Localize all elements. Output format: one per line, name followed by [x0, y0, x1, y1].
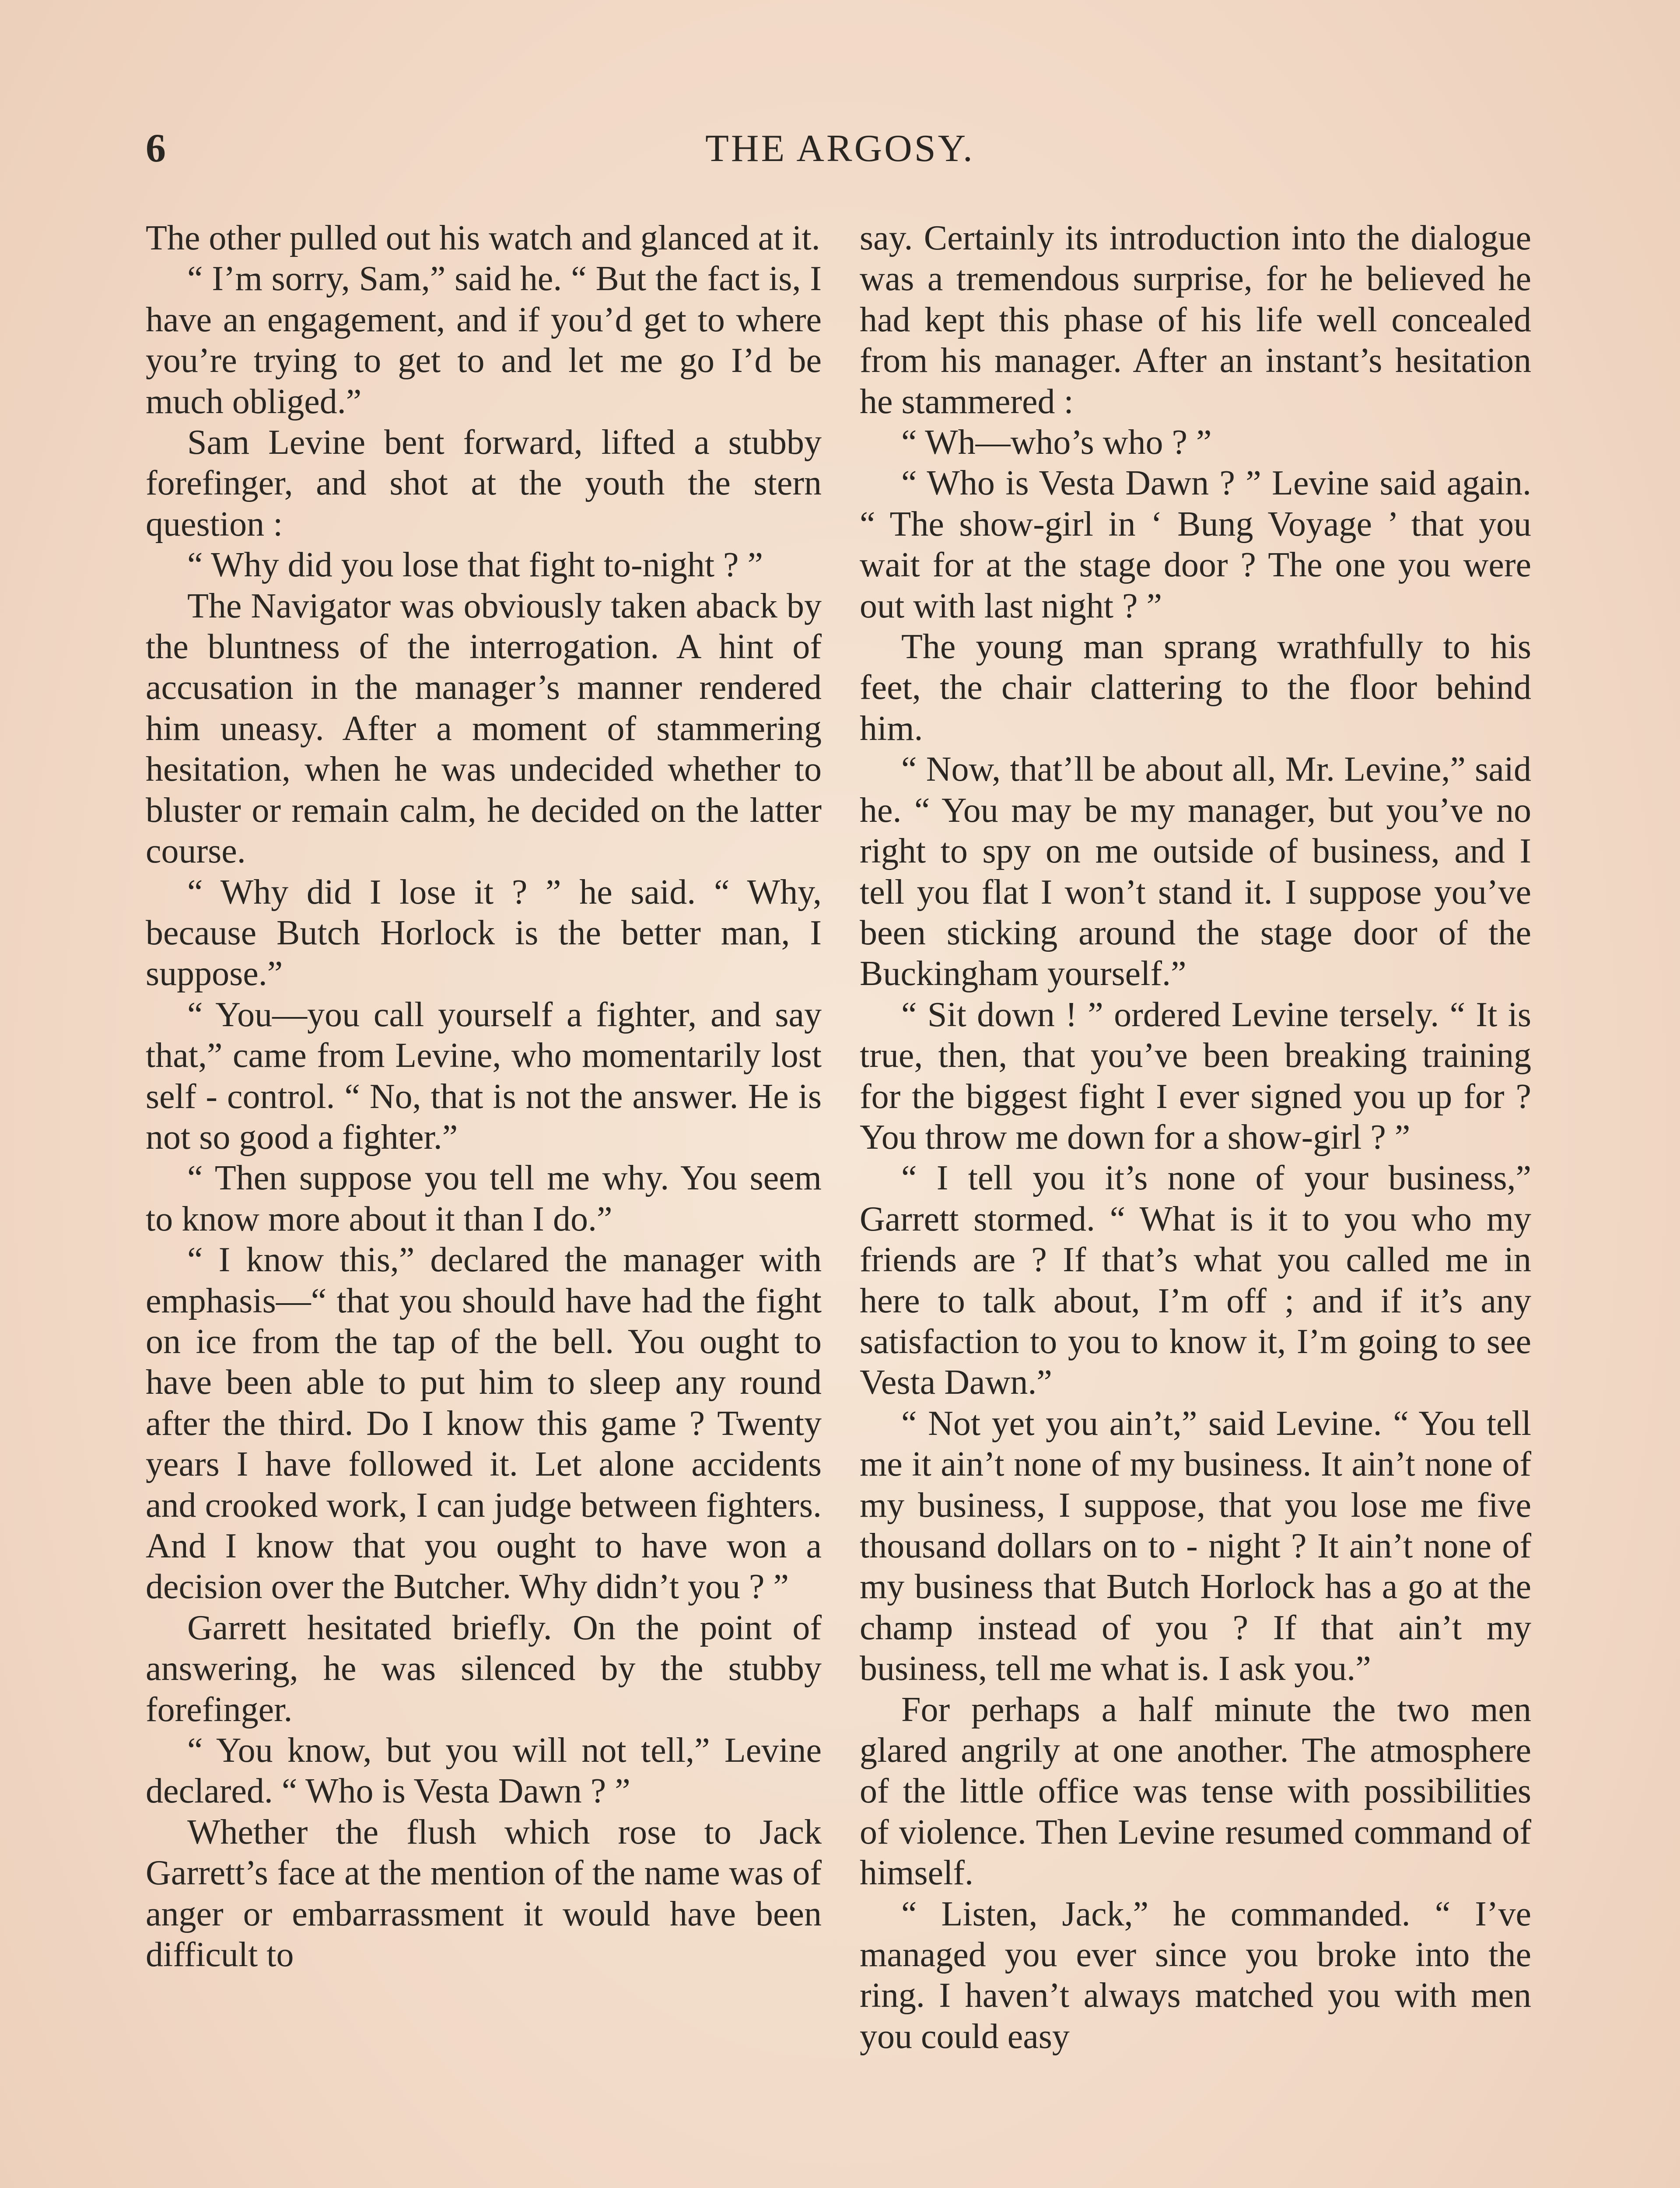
right-column — [860, 218, 1531, 2057]
paragraph: The young man sprang wrathfully to his feet, the chair clattering to the floor behind him. — [860, 628, 1531, 748]
paragraph: Garrett hesitated briefly. On the point of answering, he was silenced by the stubby forefinger. — [146, 1608, 822, 1729]
paragraph: “ Not yet you ain’t,” said Levine. “ You tell me it ain’t none of my business. It ain’t none of my business, I suppose, that you lose me five thousand dollars on to - night ? It ain’t none of my business that Butch Horlock has a go at the champ instead of you ? If that ain’t my business, tell me what is. I ask you.” — [860, 1404, 1531, 1688]
paragraph: Sam Levine bent forward, lifted a stubby forefinger, and shot at the youth the stern question : — [146, 423, 822, 543]
paragraph: “ You know, but you will not tell,” Levine declared. “ Who is Vesta Dawn ? ” — [146, 1731, 822, 1811]
paragraph: “ Why did you lose that fight to-night ? ” — [187, 546, 763, 585]
paragraph: “ You—you call yourself a fighter, and say that,” came from Levine, who momentarily lost self - control. “ No, that is not the answer. He is not so good a fighter.” — [146, 995, 822, 1157]
paragraph: “ Why did I lose it ? ” he said. “ Why, because Butch Horlock is the better man, I suppose.” — [146, 873, 822, 993]
paragraph: The other pulled out his watch and glanced at it. — [146, 219, 820, 257]
left-column — [146, 218, 822, 1975]
paragraph: The Navigator was obviously taken aback by the bluntness of the interrogation. A hint of accusation in the manager’s manner rendered him uneasy. After a moment of stammering hesitation, when he was undecided whether to bluster or remain calm, he decided on the latter course. — [146, 586, 822, 871]
running-head: THE ARGOSY. — [705, 127, 975, 170]
paragraph: “ Sit down ! ” ordered Levine tersely. “ It is true, then, that you’ve been breaking training for the biggest fight I ever signed you up for ? You throw me down for a show-girl ? ” — [860, 995, 1531, 1157]
paragraph: “ I know this,” declared the manager with emphasis—“ that you should have had the fight on ice from the tap of the bell. You ought to have been able to put him to sleep any round after the third. Do I know this game ? Twenty years I have followed it. Let alone accidents and crooked work, I can judge between fighters. And I know that you ought to have won a decision over the Butcher. Why didn’t you ? ” — [146, 1241, 822, 1606]
paragraph: “ Wh—who’s who ? ” — [901, 423, 1212, 462]
page-number: 6 — [146, 126, 166, 170]
paragraph: “ Now, that’ll be about all, Mr. Levine,” said he. “ You may be my manager, but you’ve no right to spy on me outside of business, and I tell you flat I won’t stand it. I suppose you’ve been sticking around the stage door of the Buckingham yourself.” — [860, 750, 1531, 993]
paragraph: Whether the flush which rose to Jack Garrett’s face at the mention of the name was of anger or embarrassment it would have been difficult to — [146, 1813, 822, 1974]
paragraph: “ Then suppose you tell me why. You seem to know more about it than I do.” — [146, 1159, 822, 1238]
paragraph: “ I’m sorry, Sam,” said he. “ But the fact is, I have an engagement, and if you’d get to where you’re trying to get to and let me go I’d be much obliged.” — [146, 259, 822, 421]
paragraph: say. Certainly its introduction into the dialogue was a tremendous surprise, for he believed he had kept this phase of his life well concealed from his manager. After an instant’s hesitation he stammered : — [860, 219, 1531, 421]
paragraph: “ Listen, Jack,” he commanded. “ I’ve managed you ever since you broke into the ring. I haven’t always matched you with men you could easy — [860, 1894, 1531, 2056]
paragraph: “ Who is Vesta Dawn ? ” Levine said again. “ The show-girl in ‘ Bung Voyage ’ that you wait for at the stage door ? The one you were out with last night ? ” — [860, 464, 1531, 625]
paragraph: “ I tell you it’s none of your business,” Garrett stormed. “ What is it to you who my friends are ? If that’s what you called me in here to talk about, I’m off ; and if it’s any satisfaction to you to know it, I’m going to see Vesta Dawn.” — [860, 1159, 1531, 1402]
paragraph: For perhaps a half minute the two men glared angrily at one another. The atmosphere of the little office was tense with possibilities of violence. Then Levine resumed command of himself. — [860, 1690, 1531, 1893]
